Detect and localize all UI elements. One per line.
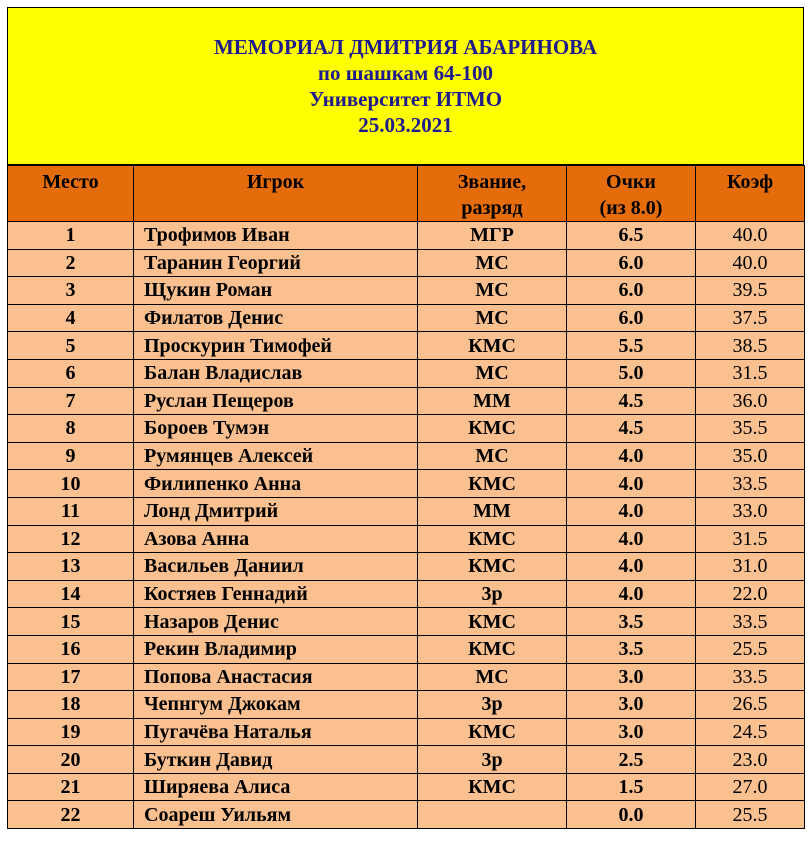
table-row (8, 415, 805, 443)
place-cell: 21 (8, 773, 134, 801)
rank-cell: 3р (418, 746, 567, 774)
points-cell: 4.0 (567, 470, 696, 498)
player-name-cell: Руслан Пещеров (134, 387, 418, 415)
header-row (8, 166, 805, 222)
table-row (8, 387, 805, 415)
coef-cell: 23.0 (696, 746, 805, 774)
player-name-cell: Рекин Владимир (134, 635, 418, 663)
table-row (8, 525, 805, 553)
rank-cell: КМС (418, 718, 567, 746)
place-cell: 20 (8, 746, 134, 774)
place-cell: 5 (8, 332, 134, 360)
place-cell: 11 (8, 497, 134, 525)
player-name-cell: Азова Анна (134, 525, 418, 553)
table-row (8, 442, 805, 470)
points-cell: 4.0 (567, 580, 696, 608)
points-cell: 5.5 (567, 332, 696, 360)
place-cell: 4 (8, 304, 134, 332)
table-row (8, 304, 805, 332)
player-name-cell: Васильев Даниил (134, 553, 418, 581)
rank-cell (418, 801, 567, 829)
table-row (8, 773, 805, 801)
player-name-cell: Назаров Денис (134, 608, 418, 636)
points-cell: 0.0 (567, 801, 696, 829)
place-cell: 7 (8, 387, 134, 415)
place-cell: 16 (8, 635, 134, 663)
player-name-cell: Соареш Уильям (134, 801, 418, 829)
header-points-line2: (из 8.0) (599, 197, 663, 219)
header-player: Игрок (134, 166, 418, 222)
place-cell: 19 (8, 718, 134, 746)
points-cell: 4.0 (567, 553, 696, 581)
rank-cell: КМС (418, 608, 567, 636)
table-row (8, 691, 805, 719)
coef-cell: 33.5 (696, 608, 805, 636)
rank-cell: МГР (418, 222, 567, 250)
rank-cell: КМС (418, 635, 567, 663)
table-row (8, 497, 805, 525)
points-cell: 6.0 (567, 249, 696, 277)
player-name-cell: Румянцев Алексей (134, 442, 418, 470)
player-name-cell: Трофимов Иван (134, 222, 418, 250)
player-name-cell: Бороев Тумэн (134, 415, 418, 443)
rank-cell: КМС (418, 470, 567, 498)
coef-cell: 31.0 (696, 553, 805, 581)
table-row (8, 580, 805, 608)
coef-cell: 33.5 (696, 663, 805, 691)
rank-cell: МС (418, 304, 567, 332)
header-rank-line1: Звание, (457, 171, 527, 193)
place-cell: 9 (8, 442, 134, 470)
coef-cell: 37.5 (696, 304, 805, 332)
points-cell: 3.5 (567, 608, 696, 636)
points-cell: 3.5 (567, 635, 696, 663)
rank-cell: МС (418, 277, 567, 305)
points-cell: 4.0 (567, 525, 696, 553)
tournament-discipline: по шашкам 64-100 (317, 61, 494, 85)
rank-cell: МС (418, 249, 567, 277)
rank-cell: МС (418, 442, 567, 470)
coef-cell: 25.5 (696, 801, 805, 829)
points-cell: 6.5 (567, 222, 696, 250)
table-row (8, 663, 805, 691)
points-cell: 1.5 (567, 773, 696, 801)
place-cell: 10 (8, 470, 134, 498)
coef-cell: 26.5 (696, 691, 805, 719)
rank-cell: МС (418, 359, 567, 387)
player-name-cell: Ширяева Алиса (134, 773, 418, 801)
tournament-date: 25.03.2021 (358, 113, 453, 137)
coef-cell: 36.0 (696, 387, 805, 415)
rank-cell: КМС (418, 332, 567, 360)
rank-cell: КМС (418, 553, 567, 581)
points-cell: 2.5 (567, 746, 696, 774)
title-block (7, 7, 804, 165)
coef-cell: 39.5 (696, 277, 805, 305)
place-cell: 2 (8, 249, 134, 277)
table-row (8, 332, 805, 360)
table-row (8, 718, 805, 746)
player-name-cell: Буткин Давид (134, 746, 418, 774)
player-name-cell: Лонд Дмитрий (134, 497, 418, 525)
points-cell: 6.0 (567, 277, 696, 305)
coef-cell: 27.0 (696, 773, 805, 801)
coef-cell: 22.0 (696, 580, 805, 608)
player-name-cell: Таранин Георгий (134, 249, 418, 277)
coef-cell: 35.0 (696, 442, 805, 470)
coef-cell: 25.5 (696, 635, 805, 663)
place-cell: 17 (8, 663, 134, 691)
points-cell: 4.0 (567, 442, 696, 470)
coef-cell: 31.5 (696, 359, 805, 387)
rank-cell: ММ (418, 497, 567, 525)
standings-body (8, 222, 805, 829)
table-row (8, 635, 805, 663)
rank-cell: 3р (418, 580, 567, 608)
standings-table (7, 165, 805, 829)
results-sheet (7, 7, 804, 829)
header-points (567, 166, 696, 222)
place-cell: 14 (8, 580, 134, 608)
coef-cell: 24.5 (696, 718, 805, 746)
place-cell: 12 (8, 525, 134, 553)
place-cell: 15 (8, 608, 134, 636)
points-cell: 5.0 (567, 359, 696, 387)
coef-cell: 38.5 (696, 332, 805, 360)
table-row (8, 470, 805, 498)
player-name-cell: Филипенко Анна (134, 470, 418, 498)
place-cell: 1 (8, 222, 134, 250)
coef-cell: 33.0 (696, 497, 805, 525)
player-name-cell: Балан Владислав (134, 359, 418, 387)
table-row (8, 249, 805, 277)
player-name-cell: Попова Анастасия (134, 663, 418, 691)
coef-cell: 40.0 (696, 222, 805, 250)
coef-cell: 35.5 (696, 415, 805, 443)
player-name-cell: Щукин Роман (134, 277, 418, 305)
header-coef: Коэф (696, 166, 805, 222)
coef-cell: 31.5 (696, 525, 805, 553)
header-place: Место (8, 166, 134, 222)
points-cell: 3.0 (567, 718, 696, 746)
coef-cell: 40.0 (696, 249, 805, 277)
place-cell: 3 (8, 277, 134, 305)
rank-cell: 3р (418, 691, 567, 719)
place-cell: 18 (8, 691, 134, 719)
tournament-title: МЕМОРИАЛ ДМИТРИЯ АБАРИНОВА (213, 35, 597, 59)
points-cell: 4.5 (567, 415, 696, 443)
header-rank-line2: разряд (461, 197, 523, 219)
tournament-venue: Университет ИТМО (308, 87, 503, 111)
rank-cell: КМС (418, 415, 567, 443)
rank-cell: ММ (418, 387, 567, 415)
header-rank (418, 166, 567, 222)
rank-cell: КМС (418, 773, 567, 801)
points-cell: 3.0 (567, 663, 696, 691)
points-cell: 6.0 (567, 304, 696, 332)
header-points-line1: Очки (606, 171, 656, 193)
table-row (8, 801, 805, 829)
points-cell: 4.5 (567, 387, 696, 415)
player-name-cell: Костяев Геннадий (134, 580, 418, 608)
player-name-cell: Чепнгум Джокам (134, 691, 418, 719)
table-row (8, 277, 805, 305)
points-cell: 4.0 (567, 497, 696, 525)
player-name-cell: Проскурин Тимофей (134, 332, 418, 360)
player-name-cell: Пугачёва Наталья (134, 718, 418, 746)
table-row (8, 359, 805, 387)
points-cell: 3.0 (567, 691, 696, 719)
table-row (8, 553, 805, 581)
table-row (8, 608, 805, 636)
place-cell: 8 (8, 415, 134, 443)
coef-cell: 33.5 (696, 470, 805, 498)
table-row (8, 746, 805, 774)
rank-cell: МС (418, 663, 567, 691)
place-cell: 13 (8, 553, 134, 581)
place-cell: 6 (8, 359, 134, 387)
place-cell: 22 (8, 801, 134, 829)
table-row (8, 222, 805, 250)
rank-cell: КМС (418, 525, 567, 553)
player-name-cell: Филатов Денис (134, 304, 418, 332)
